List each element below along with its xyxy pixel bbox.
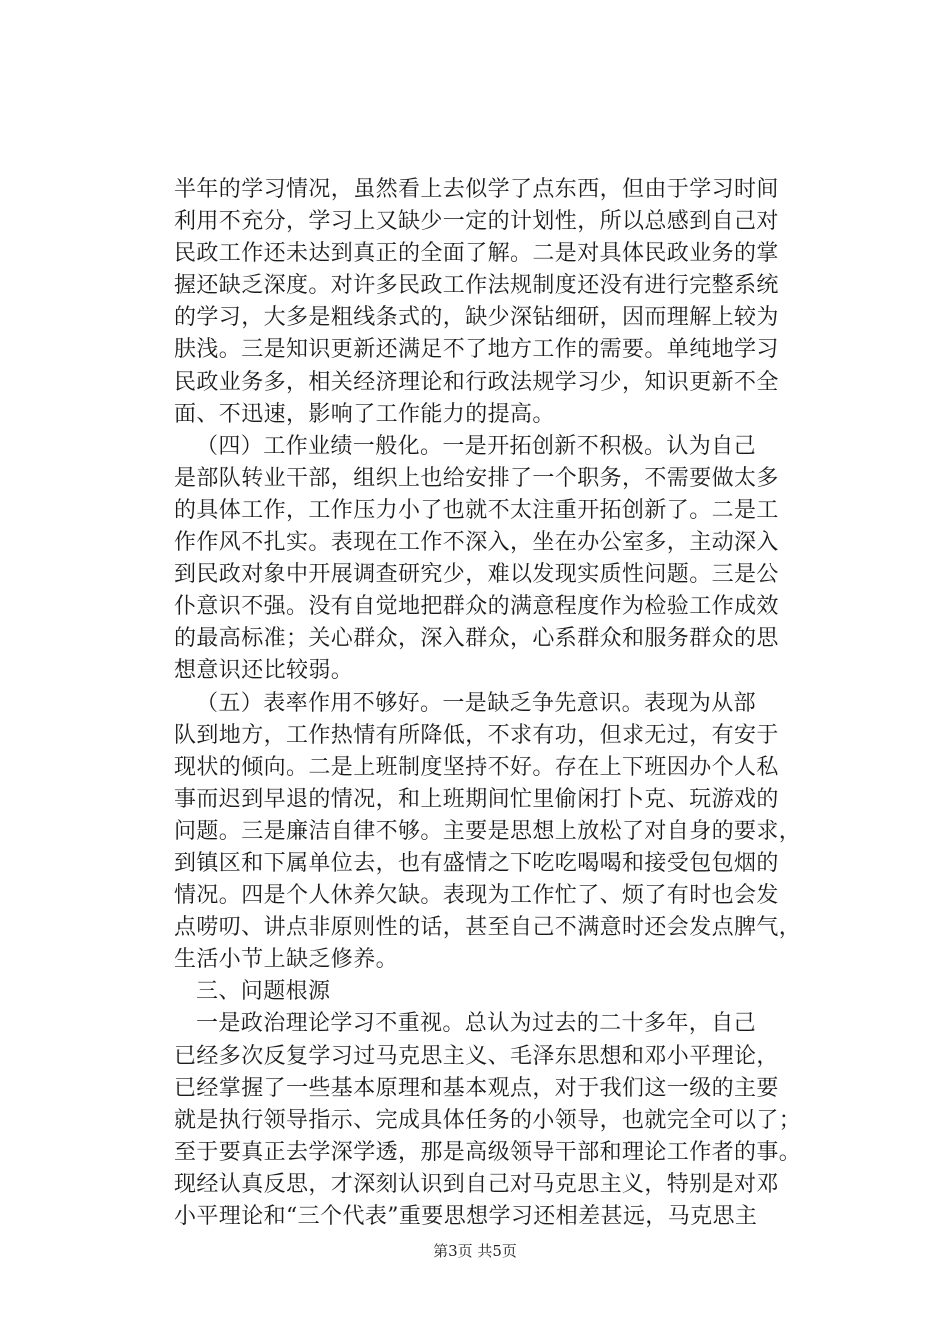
text-line: 面、不迅速，影响了工作能力的提高。 [174, 401, 555, 427]
text-line: 现状的倾向。二是上班制度坚持不好。存在上下班因办个人私 [174, 754, 779, 780]
text-line: 到镇区和下属单位去，也有盛情之下吃吃喝喝和接受包包烟的 [174, 850, 779, 876]
text-line: 民政工作还未达到真正的全面了解。二是对具体民政业务的掌 [174, 241, 779, 267]
text-line: 情况。四是个人休养欠缺。表现为工作忙了、烦了有时也会发 [174, 883, 779, 909]
text-line: 就是执行领导指示、完成具体任务的小领导，也就完全可以了； [174, 1107, 802, 1133]
paragraph-start-line: 一是政治理论学习不重视。总认为过去的二十多年，自己 [196, 1011, 757, 1037]
text-line: 作作风不扎实。表现在工作不深入，坐在办公室多，主动深入 [174, 530, 779, 556]
text-line: 队到地方，工作热情有所降低，不求有功，但求无过，有安于 [174, 722, 779, 748]
text-line: 利用不充分，学习上又缺少一定的计划性，所以总感到自己对 [174, 209, 779, 235]
text-line: 的具体工作，工作压力小了也就不太注重开拓创新了。二是工 [174, 497, 779, 523]
section-heading: 三、问题根源 [196, 979, 331, 1005]
text-line: 半年的学习情况，虽然看上去似学了点东西，但由于学习时间 [174, 177, 779, 202]
text-line: 到民政对象中开展调查研究少，难以发现实质性问题。三是公 [174, 562, 779, 588]
text-line: 民政业务多，相关经济理论和行政法规学习少，知识更新不全 [174, 369, 779, 395]
text-line: 点唠叨、讲点非原则性的话，甚至自己不满意时还会发点脾气， [174, 915, 802, 941]
text-line: 小平理论和“三个代表”重要思想学习还相差甚远，马克思主 [174, 1204, 758, 1229]
page-footer: 第3页 共5页 [433, 1242, 517, 1260]
text-line: 的最高标准；关心群众，深入群众，心系群众和服务群众的思 [174, 626, 779, 652]
text-line: 想意识还比较弱。 [174, 658, 354, 684]
text-line: 现经认真反思，才深刻认识到自己对马克思主义，特别是对邓 [174, 1171, 779, 1197]
body-text [174, 174, 840, 1233]
text-line: 仆意识不强。没有自觉地把群众的满意程度作为检验工作成效 [174, 594, 779, 620]
text-line: 的学习，大多是粗线条式的，缺少深钻细研，因而理解上较为 [174, 305, 779, 331]
text-line: 肤浅。三是知识更新还满足不了地方工作的需要。单纯地学习 [174, 337, 779, 363]
text-line: 是部队转业干部，组织上也给安排了一个职务，不需要做太多 [174, 465, 779, 491]
text-line: 事而迟到早退的情况，和上班期间忙里偷闲打卜克、玩游戏的 [174, 786, 779, 812]
text-line: 已经多次反复学习过马克思主义、毛泽东思想和邓小平理论， [174, 1043, 779, 1069]
text-line: 已经掌握了一些基本原理和基本观点，对于我们这一级的主要 [174, 1075, 779, 1101]
paragraph-start-line: （五）表率作用不够好。一是缺乏争先意识。表现为从部 [196, 690, 757, 716]
text-line: 至于要真正去学深学透，那是高级领导干部和理论工作者的事。 [174, 1139, 802, 1165]
text-line: 问题。三是廉洁自律不够。主要是思想上放松了对自身的要求， [174, 818, 802, 844]
paragraph-start-line: （四）工作业绩一般化。一是开拓创新不积极。认为自己 [196, 433, 757, 459]
text-line: 生活小节上缺乏修养。 [174, 947, 399, 973]
text-line: 握还缺乏深度。对许多民政工作法规制度还没有进行完整系统 [174, 273, 779, 299]
